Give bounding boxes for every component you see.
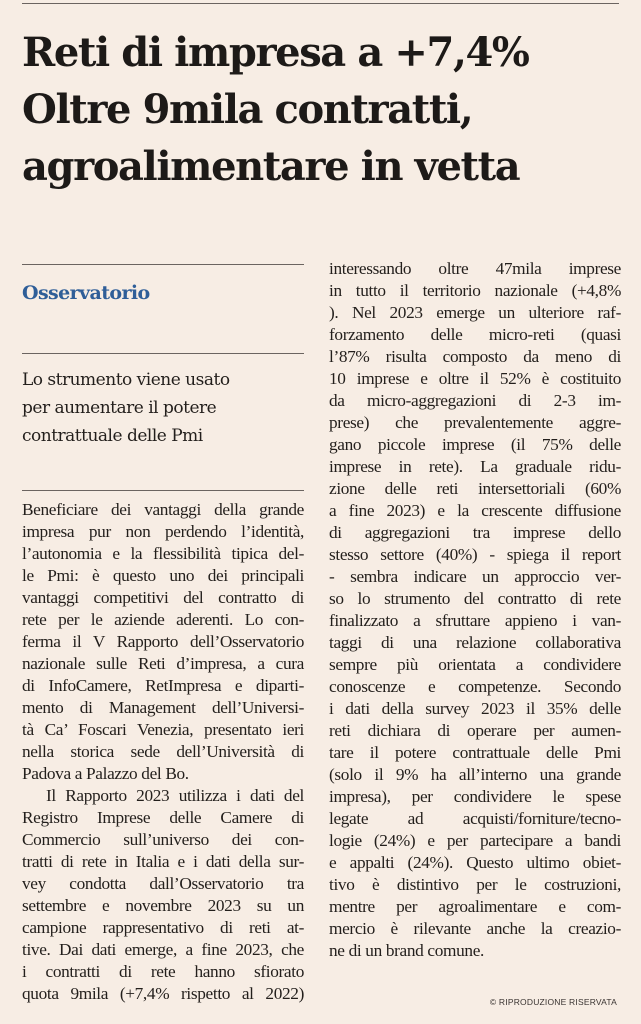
body-line: impresa pur non perdendo l’identità, — [22, 522, 304, 541]
subhead-line: contrattuale delle Pmi — [22, 426, 203, 446]
body-line: legate ad acquisti/forniture/tecno- — [329, 809, 621, 828]
body-line: 10 imprese e oltre il 52% è costituito — [329, 369, 621, 388]
body-line: a fine 2023) e la crescente diffusione — [329, 501, 621, 520]
body-line: rete per le aziende aderenti. Lo con- — [22, 610, 304, 629]
body-line: vey condotta dall’Osservatorio tra — [22, 874, 304, 893]
subhead — [22, 354, 304, 490]
body-line: l’autonomia e la flessibilità tipica del- — [22, 544, 304, 563]
body-line: finalizzato a sfruttare appieno i van- — [329, 611, 621, 630]
body-line: da micro-aggregazioni di 2-3 im- — [329, 391, 621, 410]
body-line: Il Rapporto 2023 utilizza i dati del — [46, 786, 304, 805]
body-line: ferma il V Rapporto dell’Osservatorio — [22, 632, 304, 651]
headline-line: agroalimentare in vetta — [22, 143, 520, 190]
body-line: le Pmi: è questo uno dei principali — [22, 566, 304, 585]
body-line: Registro Imprese delle Camere di — [22, 808, 304, 827]
body-line: tare il potere contrattuale delle Pmi — [329, 743, 621, 762]
body-text-right — [329, 258, 621, 962]
body-line: (solo il 9% ha all’interno una grande — [329, 765, 621, 784]
headline-line: Reti di impresa a +7,4% — [22, 29, 529, 76]
body-line: i contratti di rete hanno sfiorato — [22, 962, 304, 981]
body-line: ). Nel 2023 emerge un ulteriore raf- — [329, 303, 621, 322]
body-line: in tutto il territorio nazionale (+4,8% — [329, 281, 621, 300]
body-line: so lo strumento del contratto di rete — [329, 589, 621, 608]
body-line: logie (24%) e per partecipare a bandi — [329, 831, 621, 850]
body-line: sempre più orientata a condividere — [329, 655, 621, 674]
body-line: forzamento delle micro-reti (quasi — [329, 325, 621, 344]
headline-line: Oltre 9mila contratti, — [22, 86, 473, 133]
body-line: di aggregazioni tra imprese dello — [329, 523, 621, 542]
body-line: nazionale sulle Reti d’impresa, a cura — [22, 654, 304, 673]
subhead-line: Lo strumento viene usato — [22, 370, 230, 390]
headline — [22, 24, 622, 195]
top-rule — [22, 3, 619, 4]
body-line: conoscenze e competenze. Secondo — [329, 677, 621, 696]
body-line: e appalti (24%). Questo ultimo obiet- — [329, 853, 621, 872]
body-line: tivo è distintivo per le costruzioni, — [329, 875, 621, 894]
body-line: vantaggi competitivi del contratto di — [22, 588, 304, 607]
body-line: quota 9mila (+7,4% rispetto al 2022) — [22, 984, 304, 1003]
copyright-notice: © RIPRODUZIONE RISERVATA — [489, 997, 617, 1007]
body-line: prese) che prevalentemente aggre- — [329, 413, 621, 432]
body-line: tà Ca’ Foscari Venezia, presentato ieri — [22, 720, 304, 739]
body-line: gano piccole imprese (il 75% delle — [329, 435, 621, 454]
body-line: mentre per agroalimentare e com- — [329, 897, 621, 916]
body-line: Beneficiare dei vantaggi della grande — [22, 500, 304, 519]
body-line: di InfoCamere, RetImpresa e diparti- — [22, 676, 304, 695]
rubric-label: Osservatorio — [22, 282, 150, 304]
body-line: tive. Dai dati emerge, a fine 2023, che — [22, 940, 304, 959]
body-line: interessando oltre 47mila imprese — [329, 259, 621, 278]
body-line: zione delle reti intersettoriali (60% — [329, 479, 621, 498]
body-text-left — [22, 491, 304, 1005]
body-line: impresa), per condividere le spese — [329, 787, 621, 806]
body-line: ne di un brand comune. — [329, 941, 484, 960]
body-line: mercio è rilevante anche la creazio- — [329, 919, 621, 938]
body-line: taggi di una relazione collaborativa — [329, 633, 621, 652]
body-line: reti dichiara di operare per aumen- — [329, 721, 621, 740]
body-line: i dati della survey 2023 il 35% delle — [329, 699, 621, 718]
body-line: imprese in rete). La graduale ridu- — [329, 457, 621, 476]
body-line: Commercio sull’universo dei con- — [22, 830, 304, 849]
body-line: nella storica sede dell’Università di — [22, 742, 304, 761]
body-line: Padova a Palazzo del Bo. — [22, 764, 189, 783]
body-line: mento di Management dell’Universi- — [22, 698, 304, 717]
left-column — [22, 264, 304, 1005]
body-line: stesso settore (40%) - spiega il report — [329, 545, 621, 564]
body-line: - sembra indicare un approccio ver- — [329, 567, 621, 586]
body-line: campione rappresentativo di reti at- — [22, 918, 304, 937]
subhead-line: per aumentare il potere — [22, 398, 217, 418]
body-line: tratti di rete in Italia e i dati della sur- — [22, 852, 304, 871]
body-line: settembre e novembre 2023 su un — [22, 896, 304, 915]
body-line: l’87% risulta composto da meno di — [329, 347, 621, 366]
